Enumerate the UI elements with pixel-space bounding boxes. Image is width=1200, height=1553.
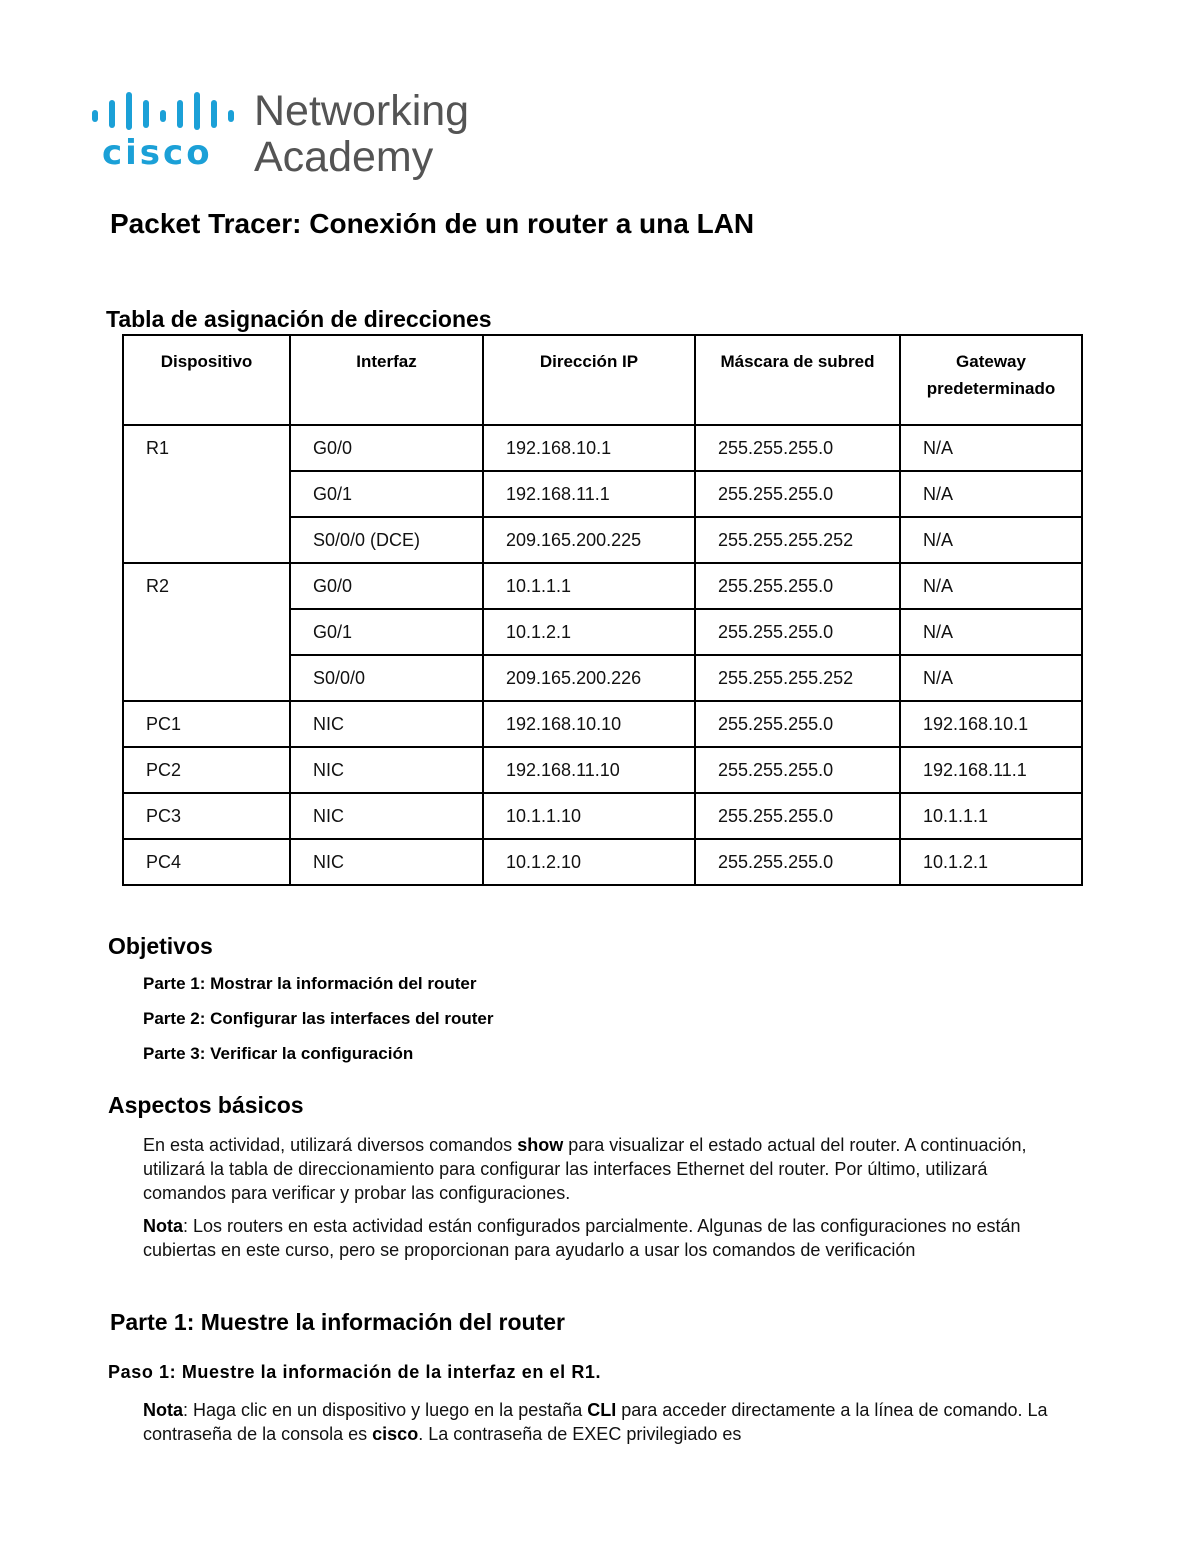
basics-heading: Aspectos básicos (108, 1092, 304, 1118)
text-bold: cisco (372, 1424, 419, 1444)
text-run: para acceder directamente a la línea de comando. La contraseña de la consola es (143, 1400, 1048, 1444)
list-item: Parte 3: Verificar la configuración (143, 1044, 414, 1063)
header-dispositivo: Dispositivo (123, 335, 290, 425)
cell-gateway: N/A (900, 517, 1082, 563)
cell-interface: G0/0 (290, 425, 483, 471)
cell-mask: 255.255.255.0 (695, 701, 900, 747)
cell-gateway: N/A (900, 563, 1082, 609)
table-row (123, 747, 1082, 793)
header-interfaz: Interfaz (290, 335, 483, 425)
list-item: Parte 1: Mostrar la información del router (143, 974, 477, 993)
table-title: Tabla de asignación de direcciones (106, 306, 492, 332)
cell-gateway: N/A (900, 655, 1082, 701)
list-item: Parte 2: Configurar las interfaces del router (143, 1009, 494, 1028)
cell-interface: G0/0 (290, 563, 483, 609)
cell-mask: 255.255.255.0 (695, 793, 900, 839)
cell-mask: 255.255.255.0 (695, 425, 900, 471)
note-label: Nota (143, 1400, 183, 1420)
part1-note (143, 1398, 1063, 1446)
table-row (123, 839, 1082, 885)
table-row (123, 701, 1082, 747)
logo-networking: Networking (254, 87, 470, 135)
cell-device: PC4 (123, 839, 290, 885)
cell-gateway: 192.168.10.1 (900, 701, 1082, 747)
basics-paragraph (143, 1133, 1063, 1205)
addressing-table (122, 334, 1083, 886)
cell-ip: 10.1.1.1 (483, 563, 695, 609)
cell-mask: 255.255.255.0 (695, 471, 900, 517)
cell-mask: 255.255.255.0 (695, 563, 900, 609)
text-run: . La contraseña de EXEC privilegiado es (418, 1424, 742, 1444)
cell-ip: 10.1.2.10 (483, 839, 695, 885)
cell-interface: NIC (290, 747, 483, 793)
cell-mask: 255.255.255.0 (695, 609, 900, 655)
cell-ip: 192.168.11.1 (483, 471, 695, 517)
cell-mask: 255.255.255.0 (695, 839, 900, 885)
cell-device: R1 (123, 425, 290, 563)
cell-gateway: N/A (900, 609, 1082, 655)
header-mascara: Máscara de subred (695, 335, 900, 425)
cell-gateway: 10.1.1.1 (900, 793, 1082, 839)
cell-interface: NIC (290, 839, 483, 885)
cell-ip: 10.1.1.10 (483, 793, 695, 839)
cell-mask: 255.255.255.252 (695, 517, 900, 563)
cell-device: PC2 (123, 747, 290, 793)
table-row (123, 425, 1082, 471)
text-bold: show (517, 1135, 564, 1155)
cell-interface: G0/1 (290, 471, 483, 517)
cell-interface: NIC (290, 793, 483, 839)
cell-interface: S0/0/0 (DCE) (290, 517, 483, 563)
cell-ip: 209.165.200.225 (483, 517, 695, 563)
cell-device: PC3 (123, 793, 290, 839)
cell-ip: 192.168.11.10 (483, 747, 695, 793)
header-gateway: Gateway predeterminado (900, 335, 1082, 425)
cell-interface: G0/1 (290, 609, 483, 655)
logo-cisco-wordmark: cisco (102, 133, 213, 173)
table-row (123, 793, 1082, 839)
page-title: Packet Tracer: Conexión de un router a una LAN (110, 208, 755, 239)
header-direccion-ip: Dirección IP (483, 335, 695, 425)
cell-ip: 192.168.10.1 (483, 425, 695, 471)
cell-interface: S0/0/0 (290, 655, 483, 701)
cisco-networking-academy-logo (88, 87, 488, 181)
cisco-bars-icon (88, 88, 248, 132)
basics-note (143, 1214, 1063, 1262)
text-run: : Los routers en esta actividad están configurados parcialmente. Algunas de las configuraciones no están cubiertas en este curso, pero se proporcionan para ayudarlo a usar los comandos de verificación (143, 1216, 1021, 1260)
cell-gateway: 10.1.2.1 (900, 839, 1082, 885)
text-run: : Haga clic en un dispositivo y luego en la pestaña (183, 1400, 588, 1420)
logo-academy: Academy (254, 133, 434, 181)
note-label: Nota (143, 1216, 183, 1236)
cell-ip: 10.1.2.1 (483, 609, 695, 655)
cell-gateway: N/A (900, 471, 1082, 517)
cell-mask: 255.255.255.0 (695, 747, 900, 793)
table-row (123, 563, 1082, 609)
objectives-list (143, 973, 494, 1078)
cell-device: R2 (123, 563, 290, 701)
text-run: para visualizar el estado actual del router. A continuación, utilizará la tabla de direccionamiento para configurar las interfaces Ethernet del router. Por último, utilizará comandos para verificar y probar las configuraciones. (143, 1135, 1027, 1203)
part1-heading: Parte 1: Muestre la información del router (110, 1309, 566, 1335)
step1-heading: Paso 1: Muestre la información de la interfaz en el R1. (108, 1362, 602, 1382)
table-header-row (123, 335, 1082, 425)
cell-mask: 255.255.255.252 (695, 655, 900, 701)
cell-ip: 192.168.10.10 (483, 701, 695, 747)
cell-ip: 209.165.200.226 (483, 655, 695, 701)
objectives-heading: Objetivos (108, 933, 213, 959)
cell-interface: NIC (290, 701, 483, 747)
text-bold: CLI (587, 1400, 617, 1420)
cell-gateway: N/A (900, 425, 1082, 471)
text-run: En esta actividad, utilizará diversos comandos (143, 1135, 518, 1155)
cell-device: PC1 (123, 701, 290, 747)
cell-gateway: 192.168.11.1 (900, 747, 1082, 793)
